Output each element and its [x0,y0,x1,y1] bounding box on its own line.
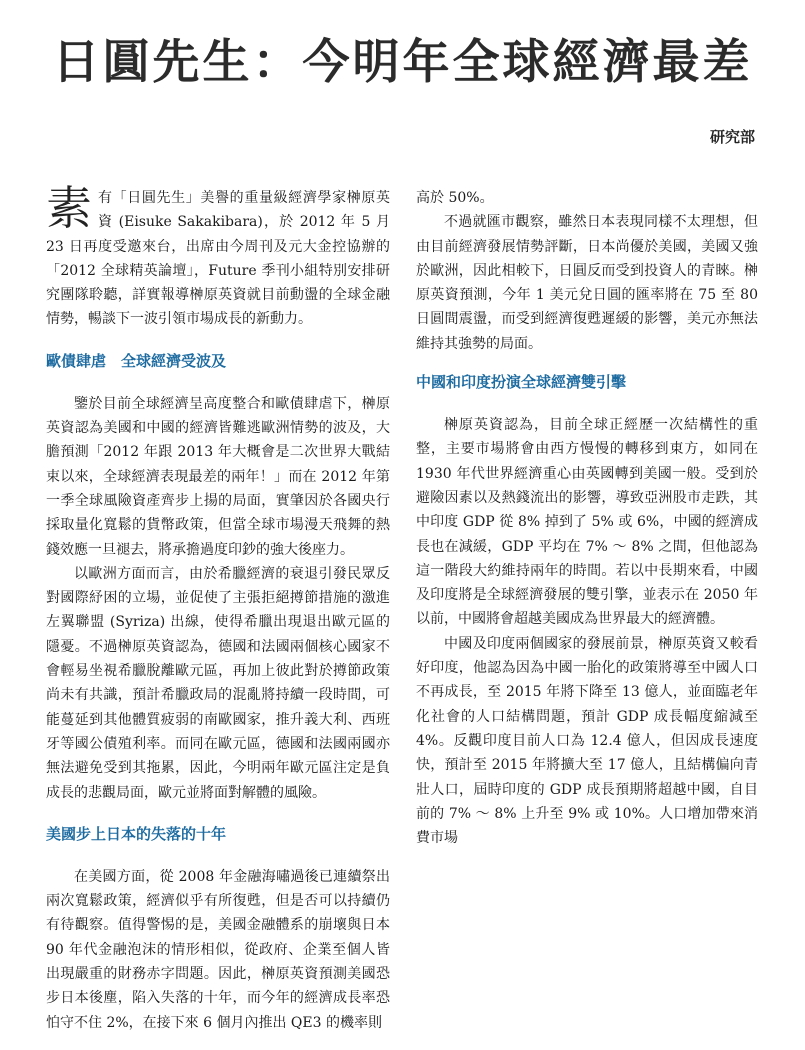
body-paragraph-continued: 高於 50%。 [416,190,494,206]
body-paragraph: 以歐洲方面而言，由於希臘經濟的衰退引發民眾反對國際紓困的立場，並促使了主張拒絕撙節措施的激進左翼聯盟 (Syriza) 出線，使得希臘出現退出歐元區的隱憂。不過榊原英資認為，德國和法國兩個核心國家不會輕易坐視希臘脫離歐元區，再加上彼此對於撙節政策尚未有共識，預計希臘政局的混亂將持續一段時間，可能蔓延到其他體質疲弱的南歐國家，推升義大利、西班牙等國公債殖利率。而同在歐元區，德國和法國兩國亦無法避免受到其拖累，因此，今明兩年歐元區注定是負成長的悲觀局面，歐元並將面對解體的風險。 [46,565,390,801]
section-heading-eurodebt: 歐債肆虐 全球經濟受波及 [46,351,227,370]
page-title: 日圓先生：今明年全球經濟最差 [52,35,753,90]
left-column [46,181,390,1035]
right-column [416,186,758,850]
body-paragraph: 不過就匯市觀察，雖然日本表現同樣不太理想，但由目前經濟發展情勢評斷，日本尚優於美國，美國又強於歐洲，因此相較下，日圓反而受到投資人的青睞。榊原英資預測，今年 1 美元兌日圓的匯率將在 75 至 80 日圓間震盪，而受到經濟復甦遲緩的影響，美元亦無法維持其強勢的局面。 [416,214,758,352]
byline: 研究部 [709,128,755,146]
intro-paragraph [46,181,390,332]
body-paragraph: 在美國方面，從 2008 年金融海嘯過後已連續祭出兩次寬鬆政策，經濟似乎有所復甦，但是否可以持續仍有待觀察。值得警惕的是，美國金融體系的崩壞與日本 90 年代金融泡沫的情形相似，從政府、企業至個人皆出現嚴重的財務赤字問題。因此，榊原英資預測美國恐步日本後塵，陷入失落的十年，而今年的經濟成長率恐怕守不住 2%，在接下來 6 個月內推出 QE3 的機率則 [46,868,390,1031]
drop-cap: 素 [46,181,92,235]
body-paragraph: 榊原英資認為，目前全球正經歷一次結構性的重整，主要市場將會由西方慢慢的轉移到東方，如同在 1930 年代世界經濟重心由英國轉到美國一般。受到於避險因素以及熱錢流出的影響，導致亞洲股市走跌，其中印度 GDP 從 8% 掉到了 5% 或 6%，中國的經濟成長也在減緩，GDP 平均在 7% ～ 8% 之間，但他認為這一階段大約維持兩年的時間。若以中長期來看，中國及印度將是全球經濟發展的雙引擎，並表示在 2050 年以前，中國將會超越美國成為世界最大的經濟體。 [416,417,758,628]
intro-text: 有「日圓先生」美譽的重量級經濟學家榊原英資 (Eisuke Sakakibara)，於 2012 年 5 月 23 日再度受邀來台，出席由今周刊及元大金控協辦的「2012 全球精英論壇」，Future 季刊小組特別安排研究團隊聆聽，詳實報導榊原英資就目前動盪的全球金融情勢，暢談下一波引領市場成長的新動力。 [46,190,390,328]
body-paragraph: 中國及印度兩個國家的發展前景，榊原英資又較看好印度，他認為因為中國一胎化的政策將導至中國人口不再成長，至 2015 年將下降至 13 億人，並面臨老年化社會的人口結構問題，預計 GDP 成長幅度縮減至 4%。反觀印度目前人口為 12.4 億人，但因成長速度快，預計至 2015 年將擴大至 17 億人，且結構偏向青壯人口，屆時印度的 GDP 成長預期將超越中國，自目前的 7% ～ 8% 上升至 9% 或 10%。人口增加帶來消費市場 [416,635,758,847]
section-heading-us-lost-decade: 美國步上日本的失落的十年 [46,824,227,843]
section-heading-china-india: 中國和印度扮演全球經濟雙引擊 [416,373,627,392]
body-paragraph: 鑒於目前全球經濟呈高度整合和歐債肆虐下，榊原英資認為美國和中國的經濟皆難逃歐洲情勢的波及，大膽預測「2012 年跟 2013 年大概會是二次世界大戰結束以來，全球經濟表現最差的兩年！」而在 2012 年第一季全球風險資產齊步上揚的局面，實肇因於各國央行採取量化寬鬆的貨幣政策，但當全球市場漫天飛舞的熱錢效應一旦褪去，將承擔過度印鈔的強大後座力。 [46,395,390,558]
